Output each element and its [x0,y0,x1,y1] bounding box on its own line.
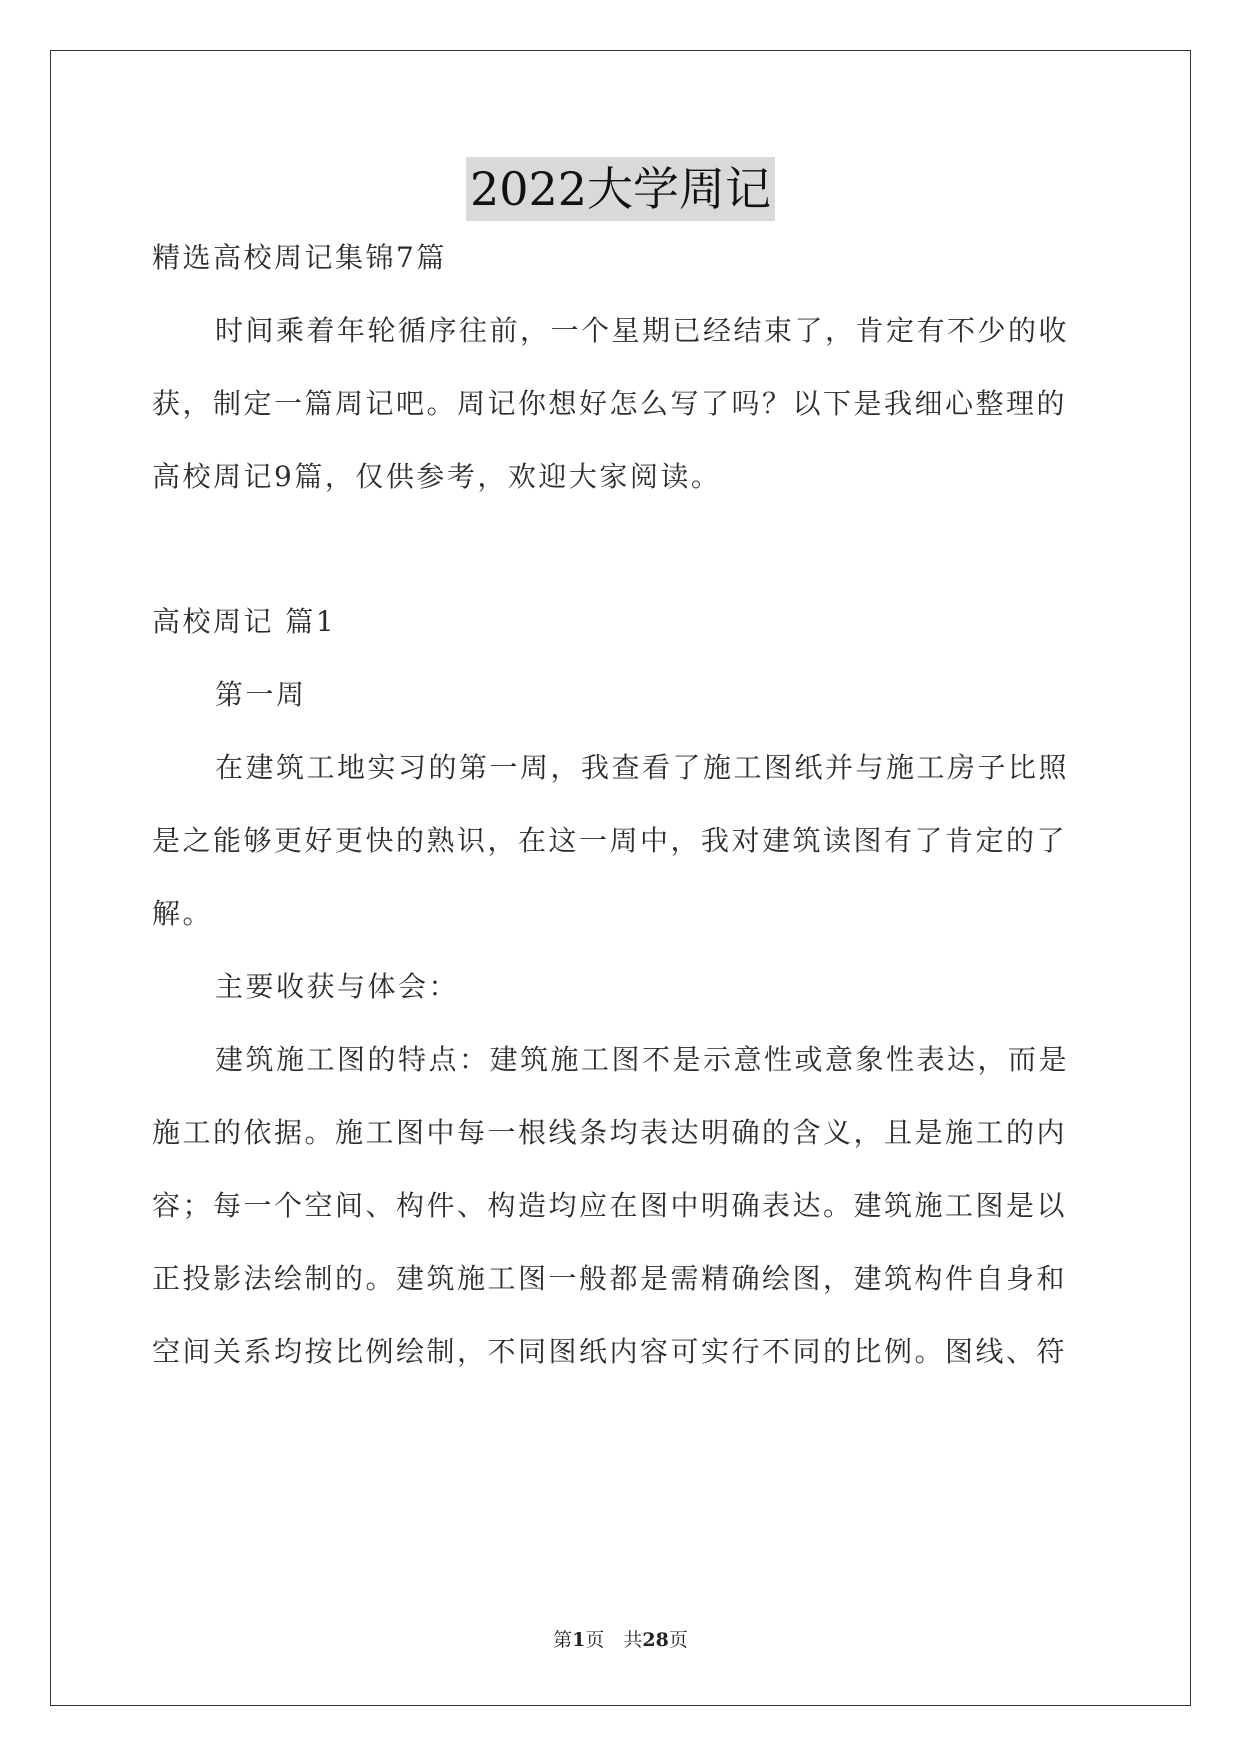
footer-total-pages: 28 [642,1629,669,1651]
intro-line-3: 高校周记9篇，仅供参考，欢迎大家阅读。 [152,460,722,493]
para1-line-1: 在建筑工地实习的第一周，我查看了施工图纸并与施工房子比照 [215,751,1070,784]
document-title-wrap [0,157,1241,221]
subtitle: 精选高校周记集锦7篇 [152,241,447,274]
gains-heading: 主要收获与体会： [215,970,460,1003]
para2-line-5: 空间关系均按比例绘制，不同图纸内容可实行不同的比例。图线、符 [152,1335,1068,1368]
section-heading: 高校周记 篇1 [152,605,337,638]
week-heading: 第一周 [215,678,307,711]
document-title: 2022大学周记 [466,157,775,221]
footer-suffix: 页 [668,1629,688,1651]
para1-line-3: 解。 [152,897,214,930]
para2-line-3: 容；每一个空间、构件、构造均应在图中明确表达。建筑施工图是以 [152,1189,1068,1222]
intro-line-2: 获，制定一篇周记吧。周记你想好怎么写了吗？以下是我细心整理的 [152,387,1068,420]
page-border [50,50,1191,1706]
footer-mid: 页 共 [585,1629,643,1651]
footer-prefix: 第 [553,1629,573,1651]
para2-line-2: 施工的依据。施工图中每一根线条均表达明确的含义，且是施工的内 [152,1116,1068,1149]
para2-line-1: 建筑施工图的特点：建筑施工图不是示意性或意象性表达，而是 [215,1043,1070,1076]
para2-line-4: 正投影法绘制的。建筑施工图一般都是需精确绘图，建筑构件自身和 [152,1262,1068,1295]
para1-line-2: 是之能够更好更快的熟识，在这一周中，我对建筑读图有了肯定的了 [152,824,1068,857]
page-footer [0,1625,1241,1652]
footer-current-page: 1 [572,1629,586,1651]
intro-line-1: 时间乘着年轮循序往前，一个星期已经结束了，肯定有不少的收 [215,314,1070,347]
